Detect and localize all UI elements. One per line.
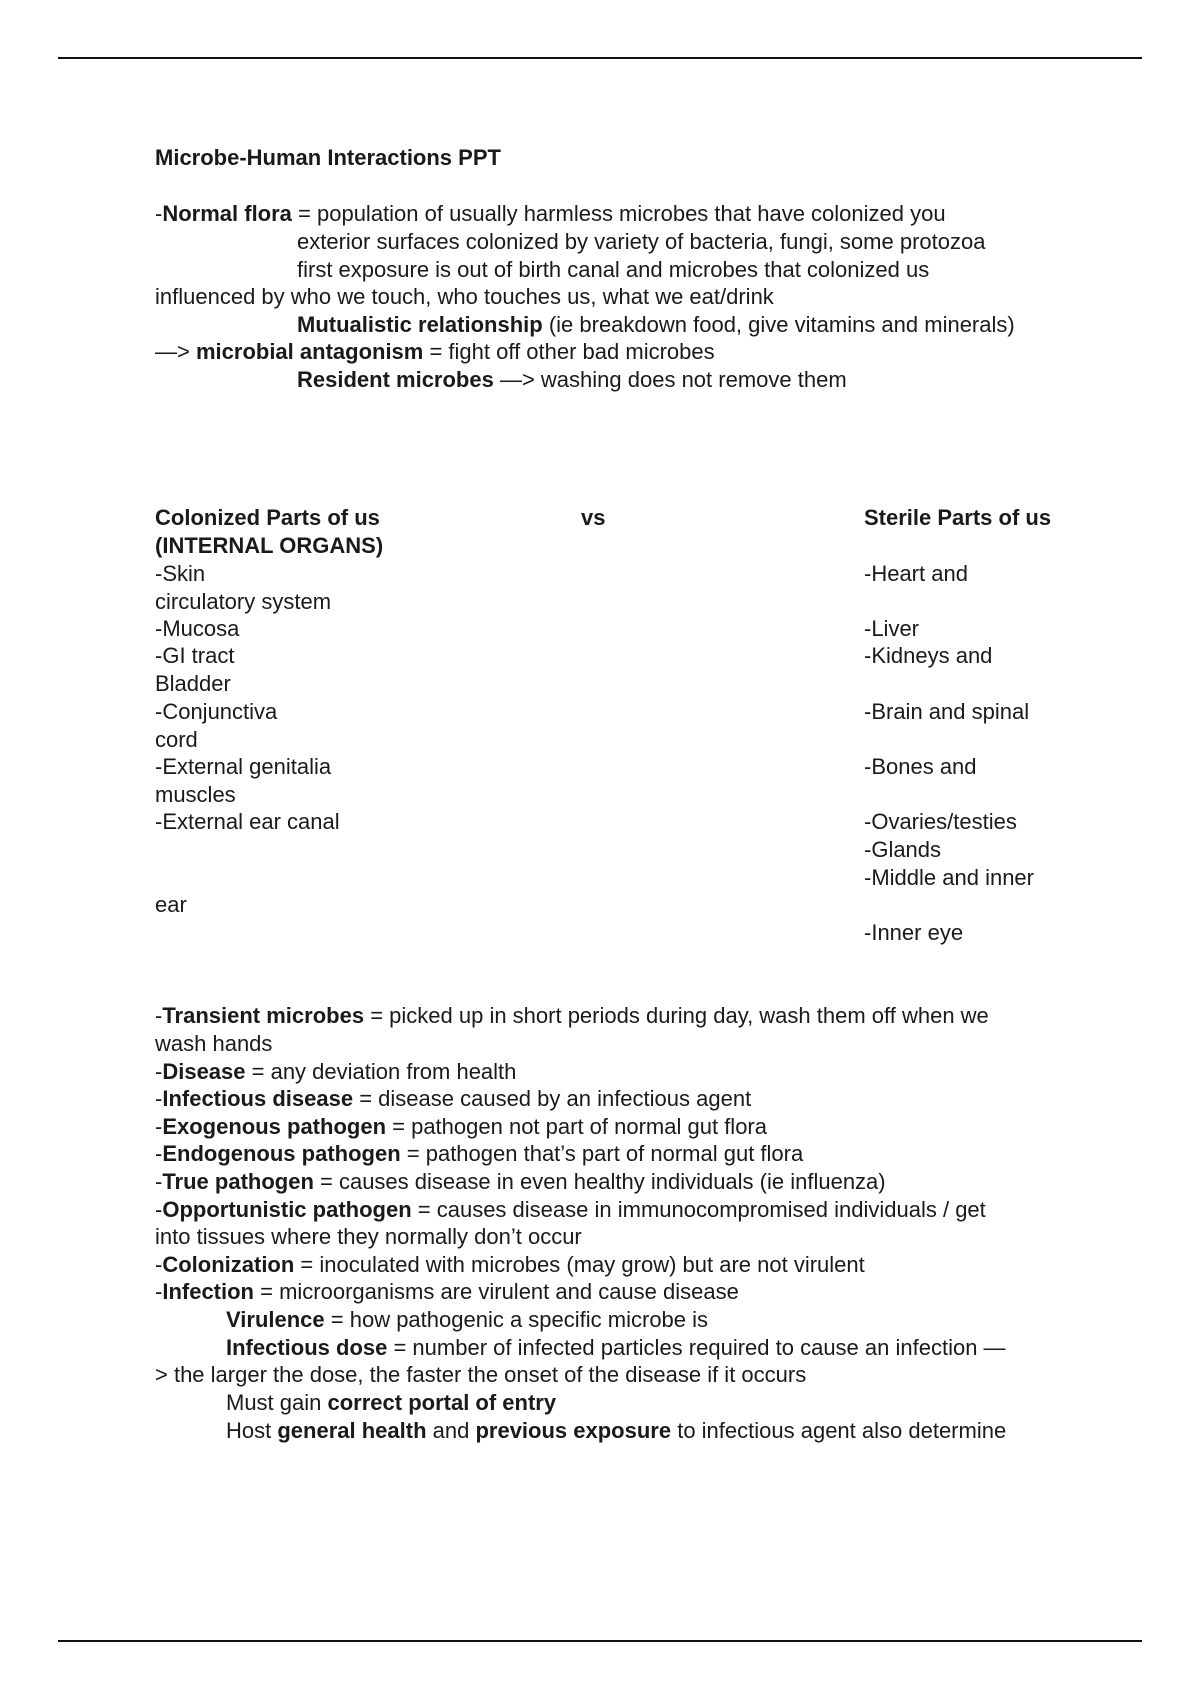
- def-endogenous: -Endogenous pathogen = pathogen that’s part of normal gut flora: [155, 1141, 804, 1166]
- page-title: Microbe-Human Interactions PPT: [155, 145, 501, 170]
- def-infectious-dose-cont: > the larger the dose, the faster the onset of the disease if it occurs: [155, 1362, 807, 1387]
- def-virulence: Virulence = how pathogenic a specific microbe is: [226, 1307, 709, 1332]
- def-host-health: Host general health and previous exposure to infectious agent also determine: [226, 1418, 1007, 1443]
- vs-label: vs: [581, 505, 606, 530]
- right-item: -Glands: [864, 837, 942, 862]
- right-item: -Heart and: [864, 561, 968, 586]
- left-item: -External ear canal: [155, 809, 340, 834]
- def-opportunistic-cont: into tissues where they normally don’t occur: [155, 1224, 582, 1249]
- right-item: -Inner eye: [864, 920, 964, 945]
- def-portal-of-entry: Must gain correct portal of entry: [226, 1390, 557, 1415]
- left-item: -External genitalia: [155, 754, 332, 779]
- left-item: -Conjunctiva: [155, 699, 278, 724]
- colonized-subheader: (INTERNAL ORGANS): [155, 533, 384, 558]
- def-infectious-disease: -Infectious disease = disease caused by an infectious agent: [155, 1086, 752, 1111]
- def-transient: -Transient microbes = picked up in short periods during day, wash them off when we: [155, 1003, 989, 1028]
- sterile-header: Sterile Parts of us: [864, 505, 1052, 530]
- normal-flora-line-2: exterior surfaces colonized by variety of bacteria, fungi, some protozoa: [297, 229, 986, 254]
- right-item: -Brain and spinal: [864, 699, 1030, 724]
- left-item: cord: [155, 727, 198, 752]
- left-item: Bladder: [155, 671, 231, 696]
- normal-flora-line-5: Mutualistic relationship (ie breakdown food, give vitamins and minerals): [297, 312, 1015, 337]
- def-infectious-dose: Infectious dose = number of infected particles required to cause an infection —: [226, 1335, 1006, 1360]
- bottom-rule: [58, 1640, 1142, 1642]
- def-opportunistic: -Opportunistic pathogen = causes disease in immunocompromised individuals / get: [155, 1197, 986, 1222]
- left-item: circulatory system: [155, 589, 332, 614]
- normal-flora-line-4: influenced by who we touch, who touches us, what we eat/drink: [155, 284, 774, 309]
- left-item: ear: [155, 892, 187, 917]
- def-exogenous: -Exogenous pathogen = pathogen not part of normal gut flora: [155, 1114, 767, 1139]
- def-true-pathogen: -True pathogen = causes disease in even healthy individuals (ie influenza): [155, 1169, 886, 1194]
- left-item: -Mucosa: [155, 616, 240, 641]
- def-disease: -Disease = any deviation from health: [155, 1059, 517, 1084]
- colonized-header: Colonized Parts of us: [155, 505, 380, 530]
- def-colonization: -Colonization = inoculated with microbes (may grow) but are not virulent: [155, 1252, 865, 1277]
- left-item: -Skin: [155, 561, 206, 586]
- normal-flora-line-1: -Normal flora = population of usually harmless microbes that have colonized you: [155, 201, 946, 226]
- left-item: -GI tract: [155, 643, 235, 668]
- right-item: -Bones and: [864, 754, 977, 779]
- normal-flora-line-3: first exposure is out of birth canal and microbes that colonized us: [297, 257, 930, 282]
- right-item: -Ovaries/testies: [864, 809, 1017, 834]
- normal-flora-line-7: Resident microbes —> washing does not remove them: [297, 367, 847, 392]
- def-infection: -Infection = microorganisms are virulent and cause disease: [155, 1279, 739, 1304]
- right-item: -Kidneys and: [864, 643, 993, 668]
- top-rule: [58, 57, 1142, 59]
- def-transient-cont: wash hands: [155, 1031, 273, 1056]
- normal-flora-line-6: —> microbial antagonism = fight off other bad microbes: [155, 339, 715, 364]
- right-item: -Middle and inner: [864, 865, 1034, 890]
- right-item: -Liver: [864, 616, 920, 641]
- left-item: muscles: [155, 782, 236, 807]
